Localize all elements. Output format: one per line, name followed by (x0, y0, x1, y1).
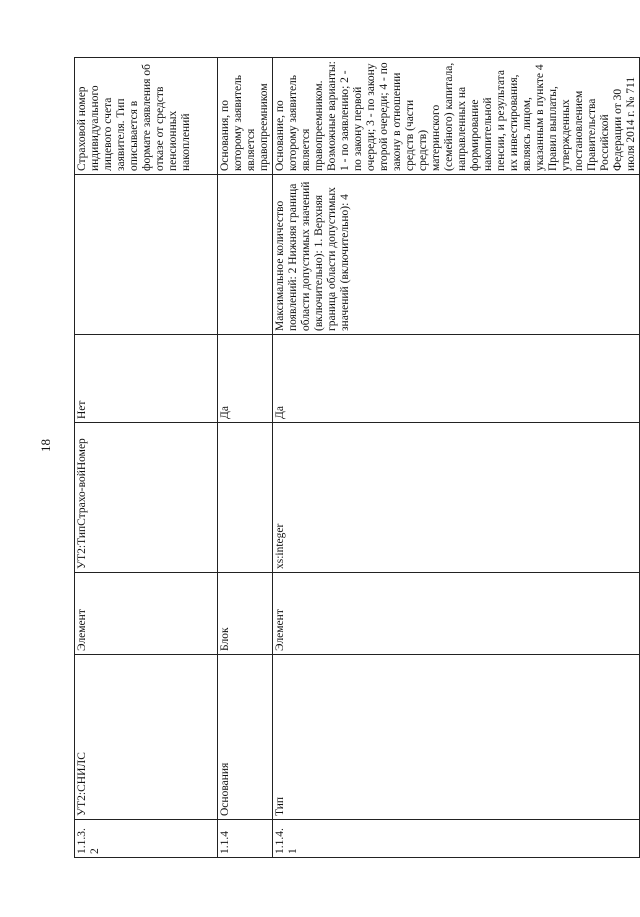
cell-format: Максимальное количество появлений: 2 Нижняя граница области допустимых значений (включительно): 1. Верхняя граница области допустимых значений (включительно): 4 (273, 175, 640, 335)
cell-num: 1.1.3.2 (75, 820, 218, 858)
cell-num: 1.1.4 (218, 820, 273, 858)
cell-type (218, 423, 273, 573)
cell-format (75, 175, 218, 335)
table-row (218, 58, 273, 858)
table-row (273, 58, 640, 858)
page-number: 18 (38, 439, 53, 452)
cell-description: Основание, по которому заявитель является правопреемником. Возможные варианты: 1 - по заявлению; 2 - по закону первой очереди; 3 - по закону второй очереди; 4 - по закону в отношении средств (части средств) материнского (семейного) капитала, направленных на формирование накопительной пенсии, и результата их инвестирования, являясь лицом, указанным в пункте 4 Правил выплаты, утвержденных постановлением Правительства Российской Федерации от 30 июля 2014 г. № 711 (273, 58, 640, 175)
cell-type: УТ2:ТипСтрахо-войНомер (75, 423, 218, 573)
cell-name: Основания (218, 655, 273, 820)
cell-description: Страховой номер индивидуального лицевого счета заявителя. Тип описывается в формате заявления об отказе от средств пенсионных накоплений (75, 58, 218, 175)
cell-num: 1.1.4.1 (273, 820, 640, 858)
cell-kind: Элемент (75, 573, 218, 655)
cell-kind: Блок (218, 573, 273, 655)
cell-description: Основания, по которому заявитель является правопреемником (218, 58, 273, 175)
cell-type: xs:integer (273, 423, 640, 573)
cell-required: Да (218, 335, 273, 423)
cell-kind: Элемент (273, 573, 640, 655)
cell-name: УТ2:СНИЛС (75, 655, 218, 820)
cell-required: Нет (75, 335, 218, 423)
cell-required: Да (273, 335, 640, 423)
table-row (75, 58, 218, 858)
rotated-table-container (74, 58, 637, 858)
cell-name: Тип (273, 655, 640, 820)
cell-format (218, 175, 273, 335)
schema-table (74, 57, 640, 858)
